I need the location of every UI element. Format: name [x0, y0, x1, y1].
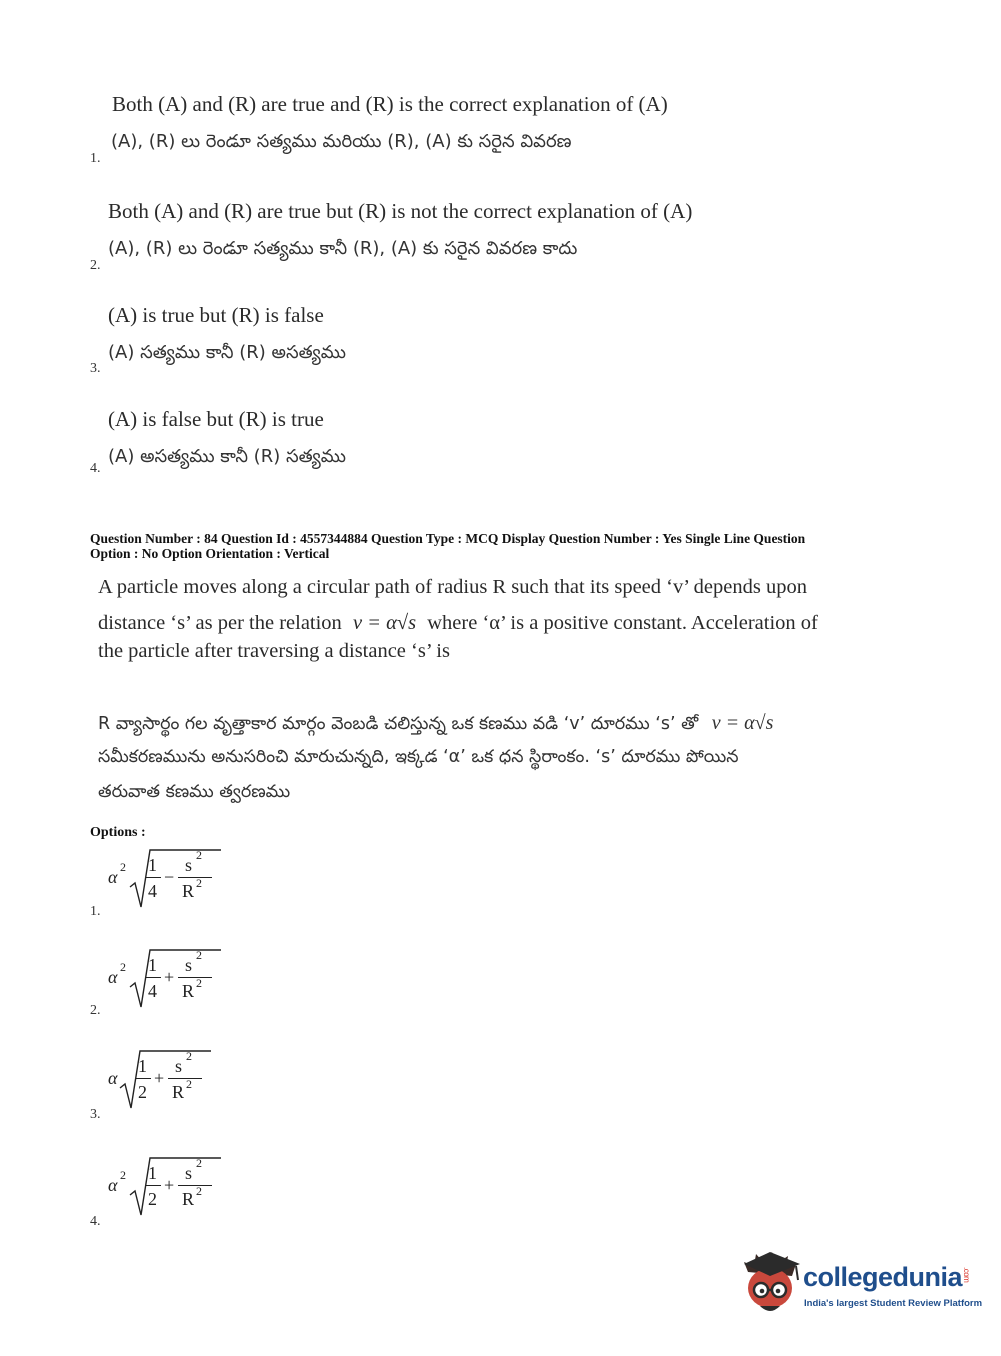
- option-3-frac2-bar: [168, 1078, 202, 1079]
- question-english-relation: v = α√s: [352, 612, 417, 634]
- option-4-frac2-num: s: [185, 1163, 193, 1183]
- option-2-radical: [128, 947, 223, 1011]
- prev-option-4-telugu: (A) అసత్యము కానీ (R) సత్యము: [108, 446, 347, 467]
- option-1-operator: −: [164, 867, 175, 887]
- option-3-frac2-den-sup: 2: [186, 1077, 192, 1091]
- option-1-coef: α: [108, 867, 118, 887]
- option-3-coef: α: [108, 1068, 118, 1088]
- question-telugu-relation: v = α√s: [711, 712, 774, 734]
- option-2-coef-sup: 2: [120, 960, 126, 974]
- option-1-frac1-den: 4: [148, 881, 157, 901]
- option-4-frac2-den-sup: 2: [196, 1184, 202, 1198]
- option-3-frac2-den: R: [172, 1082, 185, 1102]
- prev-option-2-english: Both (A) and (R) are true but (R) is not the correct explanation of (A): [108, 199, 693, 223]
- question-telugu-line1: [98, 712, 773, 738]
- option-1-expression: [108, 845, 228, 915]
- option-4-coef-sup: 2: [120, 1168, 126, 1182]
- question-english-line2: [98, 612, 818, 635]
- prev-option-2-number: 2.: [90, 258, 101, 273]
- option-2-frac2-den-sup: 2: [196, 976, 202, 990]
- option-1-frac1-num: 1: [148, 855, 157, 875]
- option-2-frac2-bar: [178, 977, 212, 978]
- watermark-brand: [803, 1262, 971, 1293]
- option-2-frac1-den: 4: [148, 981, 157, 1001]
- option-2-frac2-num: s: [185, 955, 193, 975]
- option-3-radical: [118, 1048, 213, 1112]
- option-1-frac2-bar: [178, 877, 212, 878]
- option-2-frac2-den: R: [182, 981, 195, 1001]
- question-english-line3: the particle after traversing a distance ‘s’ is: [98, 640, 450, 662]
- option-1-frac2-den: R: [182, 881, 195, 901]
- option-4-frac2-bar: [178, 1185, 212, 1186]
- question-english-line1: A particle moves along a circular path of radius R such that its speed ‘v’ depends upon: [98, 576, 807, 598]
- option-4-frac1-bar: [145, 1185, 161, 1186]
- option-4-frac2-den: R: [182, 1189, 195, 1209]
- option-2-coef: α: [108, 967, 118, 987]
- option-3-operator: +: [154, 1068, 165, 1088]
- prev-option-1-telugu: (A), (R) లు రెండూ సత్యము మరియు (R), (A) కు సరైన వివరణ: [111, 131, 572, 152]
- option-3-number: 3.: [90, 1107, 101, 1122]
- prev-option-1-english: Both (A) and (R) are true and (R) is the correct explanation of (A): [112, 92, 668, 116]
- watermark-brand-suffix: .com: [962, 1266, 972, 1282]
- option-3-expression: [108, 1046, 218, 1116]
- question-telugu-line1-text: R వ్యాసార్థం గల వృత్తాకార మార్గం వెంబడి చలిస్తున్న ఒక కణము వడి ‘v’ దూరము ‘s’ తో: [98, 714, 699, 734]
- question-telugu-line2: సమీకరణమును అనుసరించి మారుచున్నది, ఇక్కడ ‘α’ ఒక ధన స్థిరాంకం. ‘s’ దూరము పోయిన: [98, 747, 739, 767]
- question-english-line2-prefix: distance ‘s’ as per the relation: [98, 612, 342, 634]
- option-3-frac1-bar: [135, 1078, 151, 1079]
- collegedunia-watermark: [740, 1250, 983, 1320]
- option-4-coef: α: [108, 1175, 118, 1195]
- option-3-frac1-num: 1: [138, 1056, 147, 1076]
- prev-option-3-number: 3.: [90, 361, 101, 376]
- mascot-icon: [740, 1250, 802, 1316]
- prev-option-1-number: 1.: [90, 151, 101, 166]
- option-1-frac1-bar: [145, 877, 161, 878]
- option-1-number: 1.: [90, 904, 101, 919]
- watermark-tagline: India's largest Student Review Platform: [804, 1298, 983, 1309]
- option-1-frac2-den-sup: 2: [196, 876, 202, 890]
- option-4-frac1-den: 2: [148, 1189, 157, 1209]
- option-2-frac1-bar: [145, 977, 161, 978]
- options-label: Options :: [90, 825, 146, 840]
- option-3-frac1-den: 2: [138, 1082, 147, 1102]
- prev-option-4-number: 4.: [90, 461, 101, 476]
- option-4-frac2-num-sup: 2: [196, 1156, 202, 1170]
- prev-option-4-english: (A) is false but (R) is true: [108, 407, 324, 431]
- option-4-expression: [108, 1153, 228, 1223]
- option-1-frac2-num: s: [185, 855, 193, 875]
- option-4-radical: [128, 1155, 223, 1219]
- option-4-frac1-num: 1: [148, 1163, 157, 1183]
- question-telugu-line3: తరువాత కణము త్వరణము: [98, 782, 291, 802]
- watermark-brand-text: collegedunia: [803, 1262, 963, 1292]
- option-2-frac2-num-sup: 2: [196, 948, 202, 962]
- option-3-frac2-num-sup: 2: [186, 1049, 192, 1063]
- option-2-operator: +: [164, 967, 175, 987]
- option-4-number: 4.: [90, 1214, 101, 1229]
- question-meta-line1: Question Number : 84 Question Id : 4557344884 Question Type : MCQ Display Question Number : Yes Single Line Question: [90, 531, 806, 546]
- prev-option-3-telugu: (A) సత్యము కానీ (R) అసత్యము: [108, 342, 347, 363]
- option-4-operator: +: [164, 1175, 175, 1195]
- option-1-radical: [128, 847, 223, 911]
- option-2-expression: [108, 945, 228, 1015]
- prev-option-3-english: (A) is true but (R) is false: [108, 303, 324, 327]
- question-meta-line2: Option : No Option Orientation : Vertical: [90, 546, 330, 561]
- option-3-frac2-num: s: [175, 1056, 183, 1076]
- option-2-number: 2.: [90, 1003, 101, 1018]
- option-1-coef-sup: 2: [120, 860, 126, 874]
- question-english-line2-suffix: where ‘α’ is a positive constant. Acceleration of: [427, 612, 818, 634]
- option-2-frac1-num: 1: [148, 955, 157, 975]
- option-1-frac2-num-sup: 2: [196, 848, 202, 862]
- prev-option-2-telugu: (A), (R) లు రెండూ సత్యము కానీ (R), (A) కు సరైన వివరణ కాదు: [108, 238, 578, 259]
